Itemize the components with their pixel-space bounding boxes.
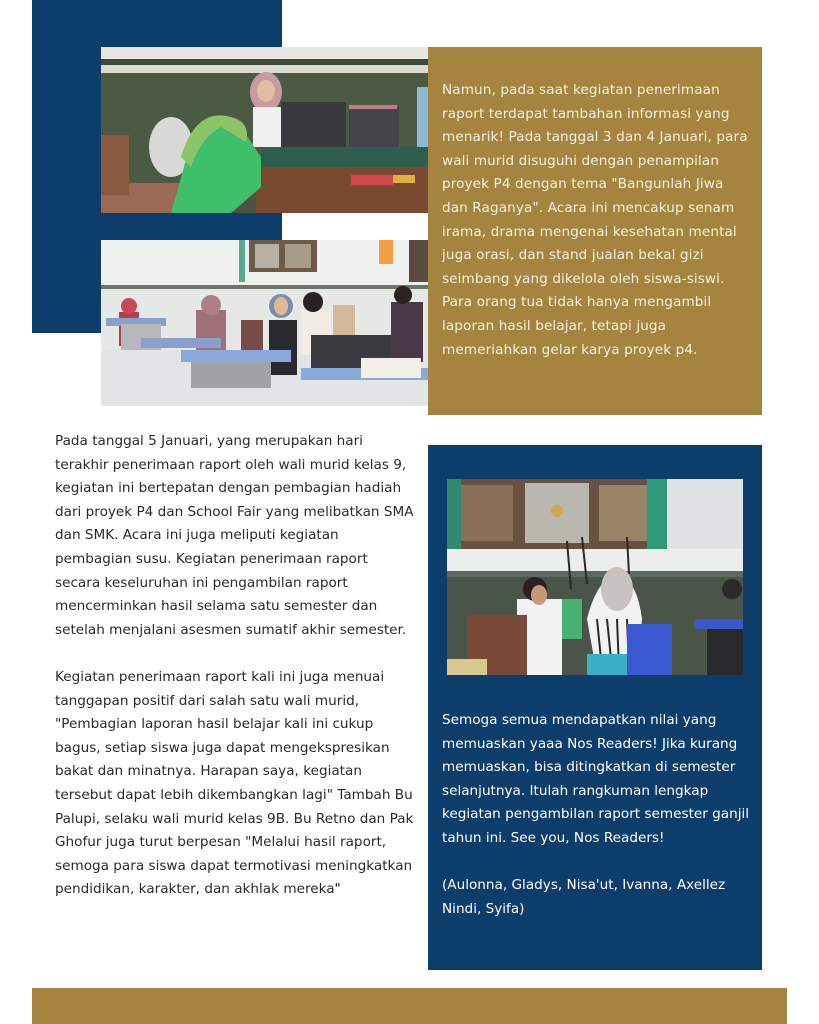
- gold-panel-paragraph: Namun, pada saat kegiatan penerimaan raport terdapat tambahan informasi yang menarik! Pada tanggal 3 dan 4 Januari, para wali murid disuguhi dengan penampilan proyek P4 dengan tema "Bangunlah Jiwa dan Raganya". Acara ini mencakup senam irama, drama mengenai kesehatan mental juga orasi, dan stand jualan bekal gizi seimbang yang dikelola oleh siswa-siswi. Para orang tua tidak hanya mengambil laporan hasil belajar, tetapi juga memeriahkan gelar karya proyek p4.: [442, 82, 748, 358]
- photo-student-parent-desk: [447, 479, 743, 675]
- photo-report-handover-image: [101, 47, 428, 213]
- article-paragraph-1: Pada tanggal 5 Januari, yang merupakan hari terakhir penerimaan raport oleh wali murid kelas 9, kegiatan ini bertepatan dengan pembagian hadiah dari proyek P4 dan School Fair yang melibatkan SMA dan SMK. Acara ini juga meliputi kegiatan pembagian susu. Kegiatan penerimaan raport secara keseluruhan ini pengambilan raport mencerminkan hasil selama satu semester dan setelah menjalani asesmen sumatif akhir semester.: [55, 433, 414, 638]
- blue-closing-panel: [428, 445, 762, 970]
- closing-text-block: [442, 709, 754, 921]
- photo-parents-classroom: [101, 240, 428, 406]
- gold-text-panel: [428, 47, 762, 415]
- photo-parents-classroom-image: [101, 240, 428, 406]
- photo-student-parent-desk-image: [447, 479, 743, 675]
- main-article-column: [55, 430, 415, 902]
- photo-report-handover: [101, 47, 428, 213]
- authors-credit: (Aulonna, Gladys, Nisa'ut, Ivanna, Axellez Nindi, Syifa): [442, 877, 726, 917]
- closing-paragraph: Semoga semua mendapatkan nilai yang memuaskan yaaa Nos Readers! Jika kurang memuaskan, bisa ditingkatkan di semester selanjutnya. Itulah rangkuman lengkap kegiatan pengambilan raport semester ganjil tahun ini. See you, Nos Readers!: [442, 712, 750, 846]
- article-paragraph-2: Kegiatan penerimaan raport kali ini juga menuai tanggapan positif dari salah satu wali murid, "Pembagian laporan hasil belajar kali ini cukup bagus, setiap siswa juga dapat mengekspresikan bakat dan minatnya. Harapan saya, kegiatan tersebut dapat lebih dikembangkan lagi" Tambah Bu Palupi, selaku wali murid kelas 9B. Bu Retno dan Pak Ghofur juga turut berpesan "Melalui hasil raport, semoga para siswa dapat termotivasi meningkatkan pendidikan, karakter, dan akhlak mereka": [55, 668, 414, 898]
- gold-footer-bar: [32, 988, 787, 1024]
